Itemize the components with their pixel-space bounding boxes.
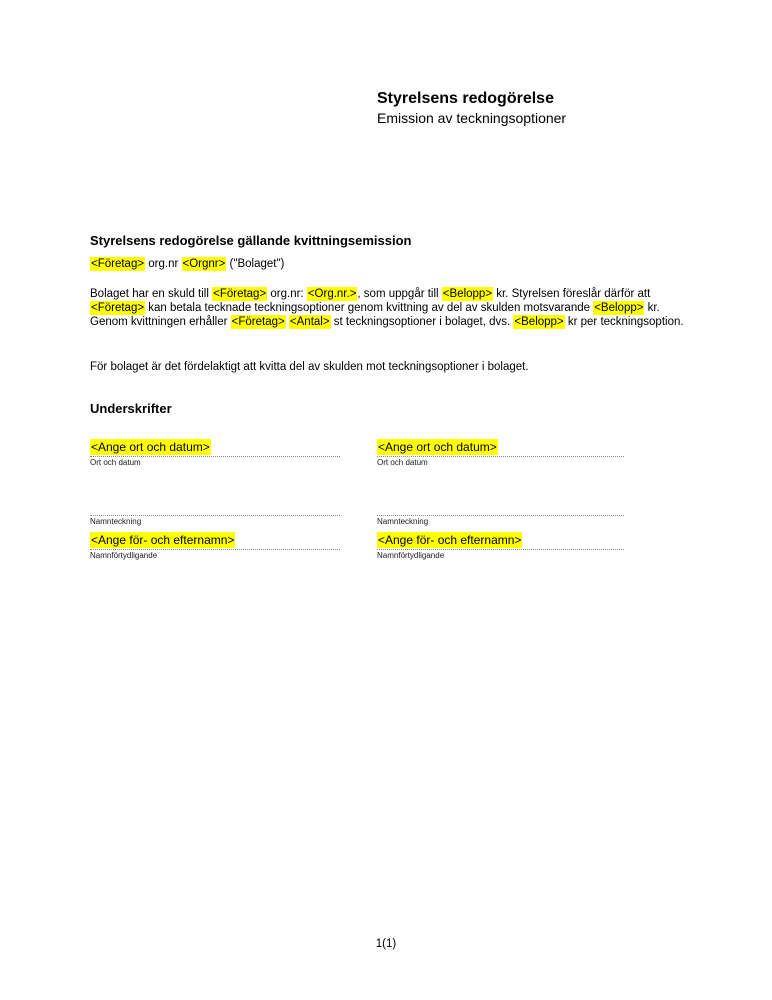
text-run: Bolaget har en skuld till bbox=[90, 288, 213, 300]
benefit-paragraph: För bolaget är det fördelaktigt att kvitta del av skulden mot teckningsoptioner i bolaget. bbox=[90, 361, 529, 373]
place-date-label-left: Ort och datum bbox=[90, 458, 141, 467]
signature-field-place-date-left bbox=[90, 438, 340, 468]
place-date-dotted-line-right bbox=[377, 438, 624, 457]
text-run: kr. Styrelsen föreslår därför att bbox=[493, 288, 651, 300]
document-header bbox=[377, 89, 566, 127]
text-run: kr per teckningsoption. bbox=[564, 316, 684, 328]
signature-row-name bbox=[90, 515, 624, 561]
name-dotted-line-right bbox=[377, 531, 624, 550]
page-number: 1(1) bbox=[375, 938, 397, 950]
signatures-heading: Underskrifter bbox=[90, 401, 172, 416]
highlight-placeholder[interactable]: <Org.nr.> bbox=[307, 288, 357, 300]
name-label-left: Namnförtydligande bbox=[90, 551, 158, 560]
highlight-placeholder[interactable]: <Företag> bbox=[231, 316, 285, 328]
place-date-dotted-line-left bbox=[90, 438, 340, 457]
name-dotted-line-left bbox=[90, 531, 340, 550]
section-heading: Styrelsens redogörelse gällande kvittningsemission bbox=[90, 233, 412, 248]
highlight-placeholder[interactable]: <Företag> bbox=[91, 258, 145, 270]
signature-label-left: Namnteckning bbox=[90, 517, 142, 526]
place-date-placeholder-right[interactable]: <Ange ort och datum> bbox=[378, 440, 497, 454]
signature-field-name-left bbox=[90, 515, 340, 561]
place-date-placeholder-left[interactable]: <Ange ort och datum> bbox=[91, 440, 210, 454]
highlight-placeholder[interactable]: <Antal> bbox=[289, 316, 330, 328]
name-placeholder-right[interactable]: <Ange för- och efternamn> bbox=[378, 533, 522, 547]
text-run: kan betala tecknade teckningsoptioner genom kvittning av del av skulden motsvarande bbox=[145, 302, 594, 314]
text-run: org.nr bbox=[145, 258, 182, 270]
name-label-right: Namnförtydligande bbox=[377, 551, 445, 560]
company-line bbox=[90, 257, 284, 271]
highlight-placeholder[interactable]: <Belopp> bbox=[594, 302, 644, 314]
highlight-placeholder[interactable]: <Belopp> bbox=[514, 316, 564, 328]
highlight-placeholder[interactable]: <Orgnr> bbox=[182, 258, 226, 270]
highlight-placeholder[interactable]: <Företag> bbox=[213, 288, 267, 300]
place-date-label-right: Ort och datum bbox=[377, 458, 428, 467]
signature-label-right: Namnteckning bbox=[377, 517, 429, 526]
text-run: st teckningsoptioner i bolaget, dvs. bbox=[330, 316, 514, 328]
signature-row-place-date bbox=[90, 438, 624, 468]
text-run: org.nr: bbox=[267, 288, 307, 300]
text-run: , som uppgår till bbox=[357, 288, 442, 300]
signature-field-place-date-right bbox=[377, 438, 624, 468]
text-run: ("Bolaget") bbox=[226, 258, 285, 270]
text-run: kr. Genom kvittningen erhåller bbox=[90, 302, 660, 328]
signature-dotted-line-left bbox=[90, 515, 340, 516]
highlight-placeholder[interactable]: <Företag> bbox=[91, 302, 145, 314]
signature-field-name-right bbox=[377, 515, 624, 561]
highlight-placeholder[interactable]: <Belopp> bbox=[442, 288, 493, 300]
signature-dotted-line-right bbox=[377, 515, 624, 516]
document-subtitle: Emission av teckningsoptioner bbox=[377, 110, 567, 126]
name-placeholder-left[interactable]: <Ange för- och efternamn> bbox=[91, 533, 235, 547]
debt-paragraph bbox=[90, 287, 690, 329]
document-title: Styrelsens redogörelse bbox=[377, 90, 554, 107]
